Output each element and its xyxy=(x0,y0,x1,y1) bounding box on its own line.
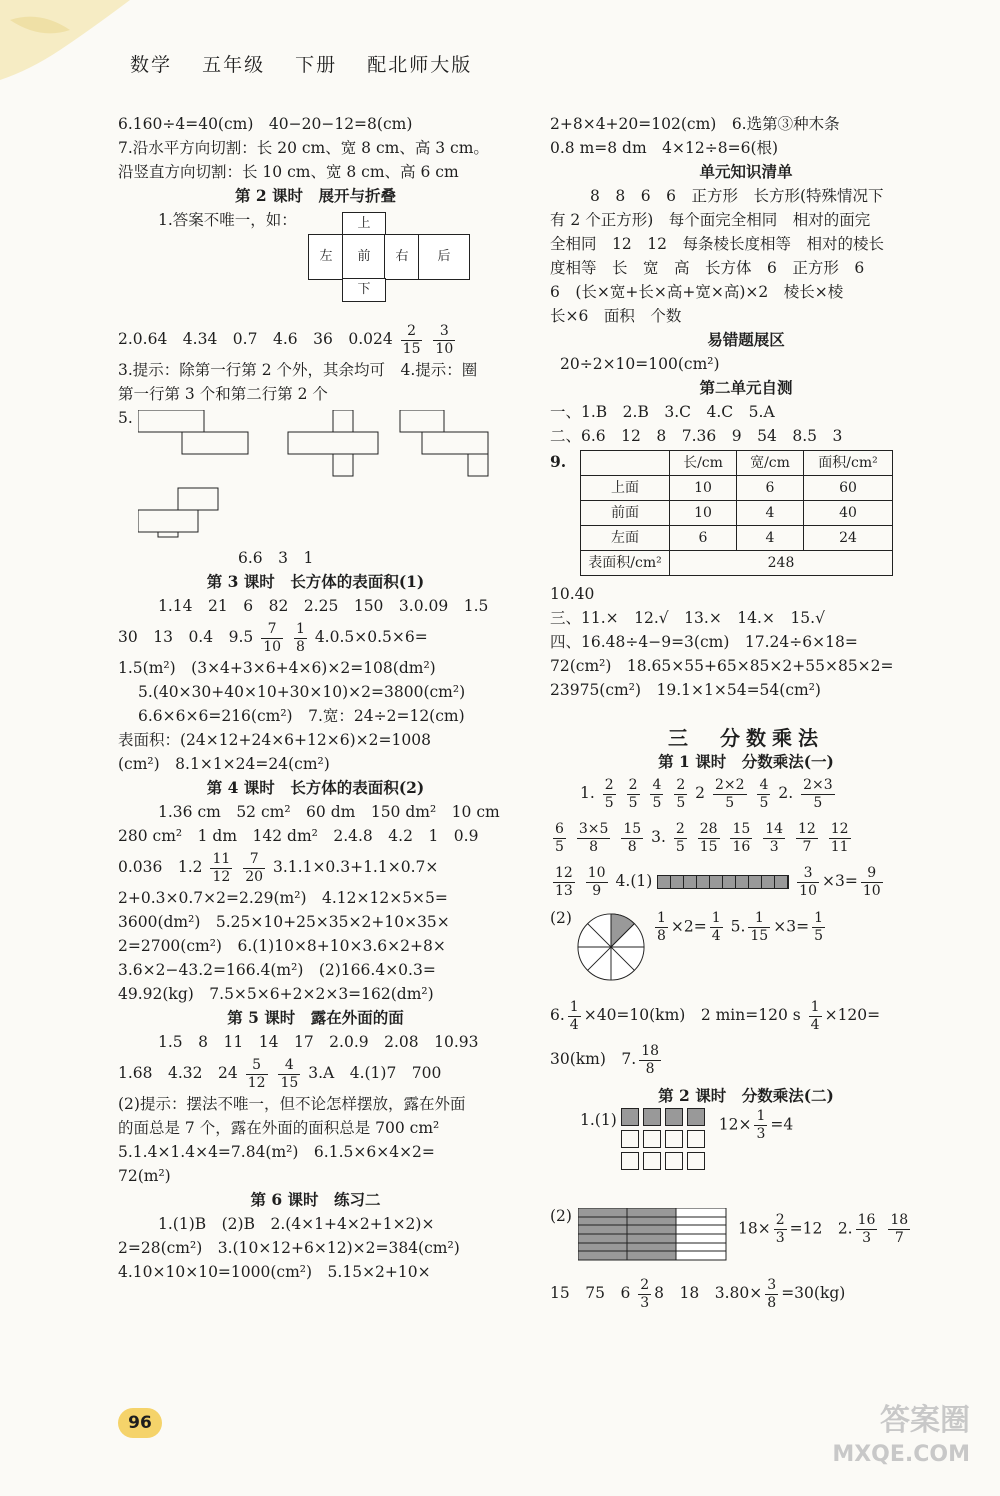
header-volume: 下册 xyxy=(295,54,338,76)
answer-line: 49.92(kg) 7.5×5×6+2×2×3=162(dm²) xyxy=(118,985,434,1003)
answer-line: $\frac{12}{13}$ $\frac{10}{9}$ 4.(1) $\frac{3}{10}$ ×3= $\frac{9}{10}$ xyxy=(555,864,881,899)
chapter-title: 三 分数乘法 xyxy=(668,726,824,750)
answer-line: 72(cm²) 18.65×55+65×85×2+55×85×2= xyxy=(550,657,894,675)
answer-line: 二、6.6 12 8 7.36 9 54 8.5 3 xyxy=(550,427,843,445)
squares-grid xyxy=(621,1108,705,1170)
answer-line: 全相同 12 12 每条棱长度相等 相对的棱长 xyxy=(550,235,884,253)
watermark-url: MXQE.COM xyxy=(832,1442,970,1467)
fraction: $\frac{2}{15}$ xyxy=(402,322,421,357)
answer-line: 6.160÷4=40(cm) 40−20−12=8(cm) xyxy=(118,115,413,133)
surface-area-table: 长/cm 宽/cm 面积/cm² 上面 10 6 60 前面 10 4 40 左面 6 4 24 表面积/cm² 248 xyxy=(580,450,893,576)
answer-line: (cm²) 8.1×1×24=24(cm²) xyxy=(118,755,330,773)
net-face: 左 xyxy=(308,234,344,280)
lesson-title: 第 1 课时 分数乘法(一) xyxy=(658,752,834,771)
fraction: $\frac{5}{12}$ xyxy=(247,1056,266,1091)
surface-table-block: 9. 长/cm 宽/cm 面积/cm² 上面 10 6 60 前面 10 4 40 左面 6 4 24 表面积/cm² 248 xyxy=(550,450,942,576)
answer-line: 表面积：(24×12+24×6+12×6)×2=1008 xyxy=(118,731,431,749)
answer-line: (2) 18× $\frac{2}{3}$ =12 2. $\frac{16}{3}$ $\frac{18}{7}$ xyxy=(550,1204,942,1274)
answer-line: (2) $\frac{1}{8}$ ×2= $\frac{1}{4}$ 5. $\frac{1}{15}$ ×3= $\frac{1}{5}$ xyxy=(550,906,942,996)
answer-line: 30(km) 7. $\frac{18}{8}$ xyxy=(550,1042,660,1077)
answer-line: 4.10×10×10=1000(cm²) 5.15×2+10× xyxy=(118,1263,431,1281)
answer-line: (2)提示：摆法不唯一，但不论怎样摆放，露在外面 xyxy=(118,1095,466,1113)
leaf-decoration xyxy=(0,0,130,90)
answer-line: 6.6×6×6=216(cm²) 7.宽：24÷2=12(cm) xyxy=(138,707,465,725)
answer-line: 有 2 个正方形) 每个面完全相同 相对的面完 xyxy=(550,211,871,229)
fraction: $\frac{4}{15}$ xyxy=(280,1056,299,1091)
answer-line: 5.(40×30+40×10+30×10)×2=3800(cm²) xyxy=(138,683,466,701)
answer-line: 2=2700(cm²) 6.(1)10×8+10×3.6×2+8× xyxy=(118,937,446,955)
answer-line: 2.0.64 4.34 0.7 4.6 36 0.024 $\frac{2}{15}$ $\frac{3}{10}$ xyxy=(118,322,454,357)
right-column xyxy=(550,112,942,1312)
answer-line: 72(m²) xyxy=(118,1167,171,1185)
answer-line: 3600(dm²) 5.25×10+25×35×2+10×35× xyxy=(118,913,450,931)
lesson-title: 第 4 课时 长方体的表面积(2) xyxy=(206,778,425,797)
header-grade: 五年级 xyxy=(202,54,266,76)
watermark xyxy=(832,1404,970,1472)
answer-line: 7.沿水平方向切割：长 20 cm、宽 8 cm、高 3 cm。 xyxy=(118,139,489,157)
lesson-title: 第 2 课时 展开与折叠 xyxy=(234,186,397,205)
answer-line: 0.036 1.2 $\frac{11}{12}$ $\frac{7}{20}$ 3.1.1×0.3+1.1×0.7× xyxy=(118,850,439,885)
answer-line: 0.8 m=8 dm 4×12÷8=6(根) xyxy=(550,139,779,157)
answer-line: 1. $\frac{2}{5}$ $\frac{2}{5}$ $\frac{4}{5}$ $\frac{2}{5}$ 2 $\frac{2\times 2}{5}$ $\frac{4}{5}$ 2. $\frac{2\times 3}{5}$ xyxy=(580,776,833,811)
fraction-bar xyxy=(657,875,789,889)
answer-line: 1.14 21 6 82 2.25 150 3.0.09 1.5 xyxy=(158,597,489,615)
section-title: 易错题展区 xyxy=(707,330,785,349)
net-figures: 5. xyxy=(118,406,513,546)
answer-line: 1.(1) 12× $\frac{1}{3}$ =4 xyxy=(550,1108,942,1204)
answer-line: 15 75 6 $\frac{2}{3}$ 8 18 3.80× $\frac{3}{8}$ =30(kg) xyxy=(550,1276,846,1311)
answer-line: 1.36 cm 52 cm² 60 dm 150 dm² 10 cm xyxy=(158,803,500,821)
page-number: 96 xyxy=(118,1408,162,1438)
answer-line: 5.1.4×1.4×4=7.84(m²) 6.1.5×6×4×2= xyxy=(118,1143,435,1161)
answer-line: 1.答案不唯一，如： xyxy=(158,211,297,229)
answer-line: 1.5 8 11 14 17 2.0.9 2.08 10.93 xyxy=(158,1033,479,1051)
answer-line: 1.5(m²) (3×4+3×6+4×6)×2=108(dm²) xyxy=(118,659,436,677)
net-face: 右 xyxy=(384,234,420,280)
fraction: $\frac{7}{10}$ xyxy=(263,620,282,655)
net-face: 前 xyxy=(342,234,386,280)
header-subject: 数学 xyxy=(130,54,173,76)
net-face: 上 xyxy=(342,212,386,236)
fraction: $\frac{7}{20}$ xyxy=(245,850,264,885)
answer-line: 3.6×2−43.2=166.4(m²) (2)166.4×0.3= xyxy=(118,961,436,979)
answer-line: 2+0.3×0.7×2=2.29(m²) 4.12×12×5×5= xyxy=(118,889,448,907)
answer-line: 沿竖直方向切割：长 10 cm、宽 8 cm、高 6 cm xyxy=(118,163,459,181)
lesson-title: 第 3 课时 长方体的表面积(1) xyxy=(206,572,425,591)
cube-net-diagram xyxy=(308,216,478,320)
page-header xyxy=(130,50,494,77)
section-title: 第二单元自测 xyxy=(699,378,793,397)
answer-line: 四、16.48÷4−9=3(cm) 17.24÷6×18= xyxy=(550,633,858,651)
answer-line: 度相等 长 宽 高 长方体 6 正方形 6 xyxy=(550,259,865,277)
answer-line: 30 13 0.4 9.5 $\frac{7}{10}$ $\frac{1}{8}$ 4.0.5×0.5×6= xyxy=(118,620,428,655)
fraction: $\frac{1}{8}$ xyxy=(295,620,305,655)
answer-line: 2+8×4+20=102(cm) 6.选第③种木条 xyxy=(550,115,840,133)
lesson-title: 第 5 课时 露在外面的面 xyxy=(227,1008,404,1027)
net-face: 下 xyxy=(342,278,386,302)
net-sketches xyxy=(138,410,518,540)
answer-line: 6 (长×宽+长×高+宽×高)×2 棱长×棱 xyxy=(550,283,844,301)
answer-line: 第一行第 3 个和第二行第 2 个 xyxy=(118,385,328,403)
answer-line: 8 8 6 6 正方形 长方形(特殊情况下 xyxy=(590,187,884,205)
answer-line: $\frac{6}{5}$ $\frac{3\times 5}{8}$ $\frac{15}{8}$ 3. $\frac{2}{5}$ $\frac{28}{15}$ $\frac{15}{16}$ $\frac{14}{3}$ $\frac{12}{7}$ $\frac{12}{11}$ xyxy=(555,820,849,855)
strip-diagram xyxy=(578,1208,728,1262)
answer-line: 的面总是 7 个，露在外面的面积总是 700 cm² xyxy=(118,1119,440,1137)
answer-line: 2=28(cm²) 3.(10×12+6×12)×2=384(cm²) xyxy=(118,1239,460,1257)
left-column xyxy=(118,112,513,1284)
answer-line: 10.40 xyxy=(550,585,595,603)
header-edition: 配北师大版 xyxy=(367,54,473,76)
answer-line: 6. $\frac{1}{4}$ ×40=10(km) 2 min=120 s $\frac{1}{4}$ ×120= xyxy=(550,998,881,1033)
answer-line: 20÷2×10=100(cm²) xyxy=(560,355,720,373)
answer-line: 6.6 3 1 xyxy=(238,549,314,567)
fraction: $\frac{11}{12}$ xyxy=(212,850,231,885)
answer-line: 280 cm² 1 dm 142 dm² 2.4.8 4.2 1 0.9 xyxy=(118,827,479,845)
answer-line: 1.68 4.32 24 $\frac{5}{12}$ $\frac{4}{15}$ 3.A 4.(1)7 700 xyxy=(118,1056,442,1091)
pie-eighths xyxy=(576,912,646,982)
answer-line: 三、11.× 12.√ 13.× 14.× 15.√ xyxy=(550,609,825,627)
watermark-logo: 答案圈 xyxy=(880,1403,970,1438)
answer-line: 1.(1)B (2)B 2.(4×1+4×2+1×2)× xyxy=(158,1215,435,1233)
answer-line: 3.提示：除第一行第 2 个外，其余均可 4.提示：圈 xyxy=(118,361,478,379)
fraction: $\frac{3}{10}$ xyxy=(435,322,454,357)
lesson-title: 第 2 课时 分数乘法(二) xyxy=(658,1086,834,1105)
net-face: 后 xyxy=(418,234,470,280)
answer-line: 长×6 面积 个数 xyxy=(550,307,682,325)
answer-line: 23975(cm²) 19.1×1×54=54(cm²) xyxy=(550,681,821,699)
answer-line: 一、1.B 2.B 3.C 4.C 5.A xyxy=(550,403,775,421)
lesson-title: 第 6 课时 练习二 xyxy=(250,1190,381,1209)
section-title: 单元知识清单 xyxy=(699,162,793,181)
